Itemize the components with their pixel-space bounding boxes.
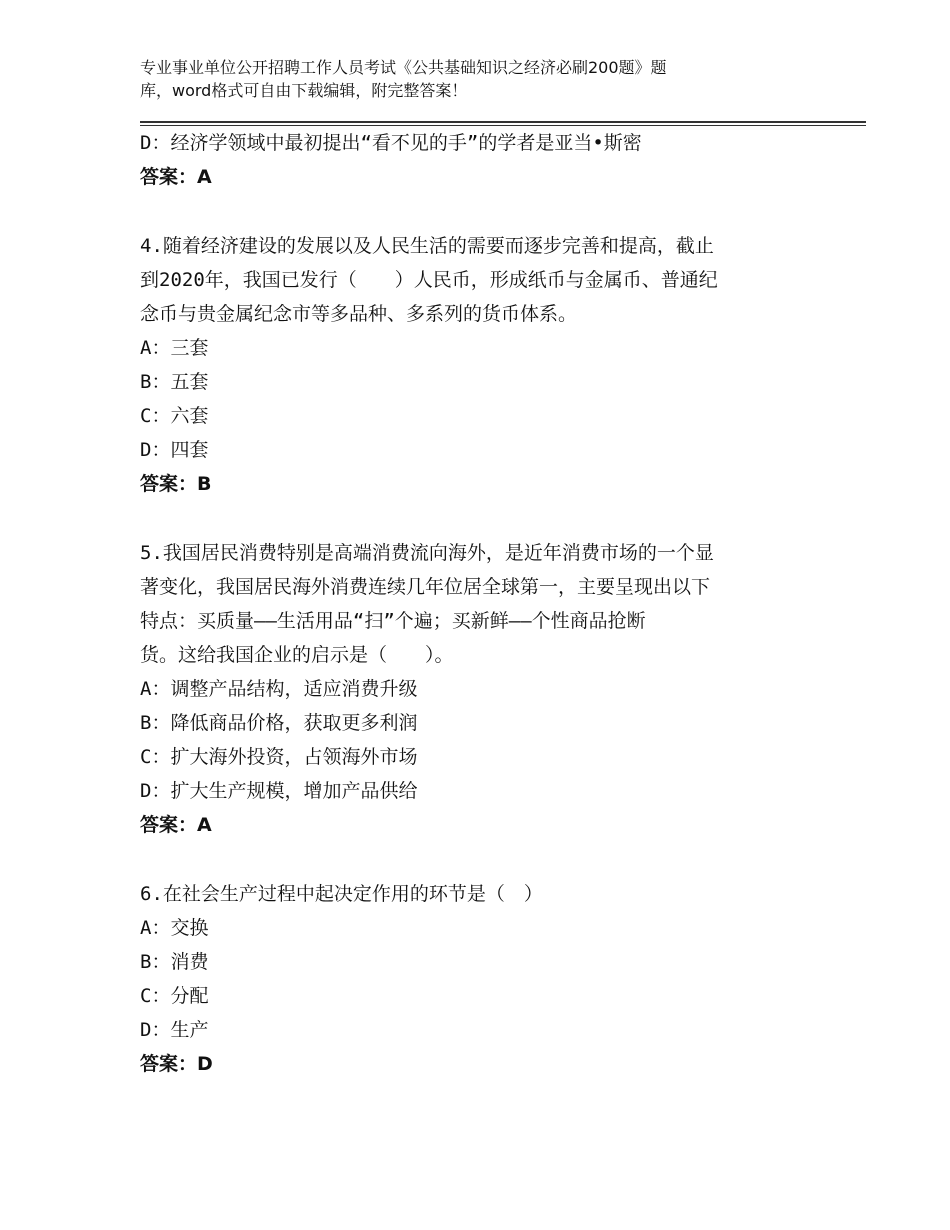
prev-answer: 答案：A [140, 166, 212, 188]
question-4-option-a: A：三套 [140, 337, 209, 359]
question-4-line-1: 4.随着经济建设的发展以及人民生活的需要而逐步完善和提高，截止 [140, 235, 714, 257]
question-5-answer: 答案：A [140, 814, 212, 836]
question-4-option-c: C：六套 [140, 405, 209, 427]
question-5-line-4: 货。这给我国企业的启示是（ ）。 [140, 644, 454, 666]
question-4-line-3: 念币与贵金属纪念市等多品种、多系列的货币体系。 [140, 303, 578, 325]
question-6-answer: 答案：D [140, 1053, 213, 1075]
question-6-option-d: D：生产 [140, 1019, 209, 1041]
question-6-option-c: C：分配 [140, 985, 209, 1007]
question-5-option-b: B：降低商品价格，获取更多利润 [140, 712, 418, 734]
question-5-line-3: 特点：买质量——生活用品“扫”个遍；买新鲜——个性商品抢断 [140, 610, 646, 632]
question-5-option-c: C：扩大海外投资，占领海外市场 [140, 746, 418, 768]
question-6-line-1: 6.在社会生产过程中起决定作用的环节是（ ） [140, 883, 543, 905]
question-6-option-b: B：消费 [140, 951, 209, 973]
document-header [140, 56, 780, 102]
header-line-1: 专业事业单位公开招聘工作人员考试《公共基础知识之经济必刷200题》题 [140, 58, 667, 77]
question-4-option-d: D：四套 [140, 439, 209, 461]
question-4-answer: 答案：B [140, 473, 212, 495]
question-5-line-1: 5.我国居民消费特别是高端消费流向海外，是近年消费市场的一个显 [140, 542, 714, 564]
question-6-option-a: A：交换 [140, 917, 209, 939]
header-line-2: 库，word格式可自由下载编辑，附完整答案！ [140, 81, 468, 100]
prev-option-d: D：经济学领域中最初提出“看不见的手”的学者是亚当•斯密 [140, 132, 642, 154]
question-4-option-b: B：五套 [140, 371, 209, 393]
header-rule [140, 121, 866, 123]
question-4-line-2: 到2020年，我国已发行（ ）人民币，形成纸币与金属币、普通纪 [140, 269, 718, 291]
question-5-option-a: A：调整产品结构，适应消费升级 [140, 678, 418, 700]
question-5-line-2: 著变化，我国居民海外消费连续几年位居全球第一，主要呈现出以下 [140, 576, 711, 598]
question-5-option-d: D：扩大生产规模，增加产品供给 [140, 780, 418, 802]
